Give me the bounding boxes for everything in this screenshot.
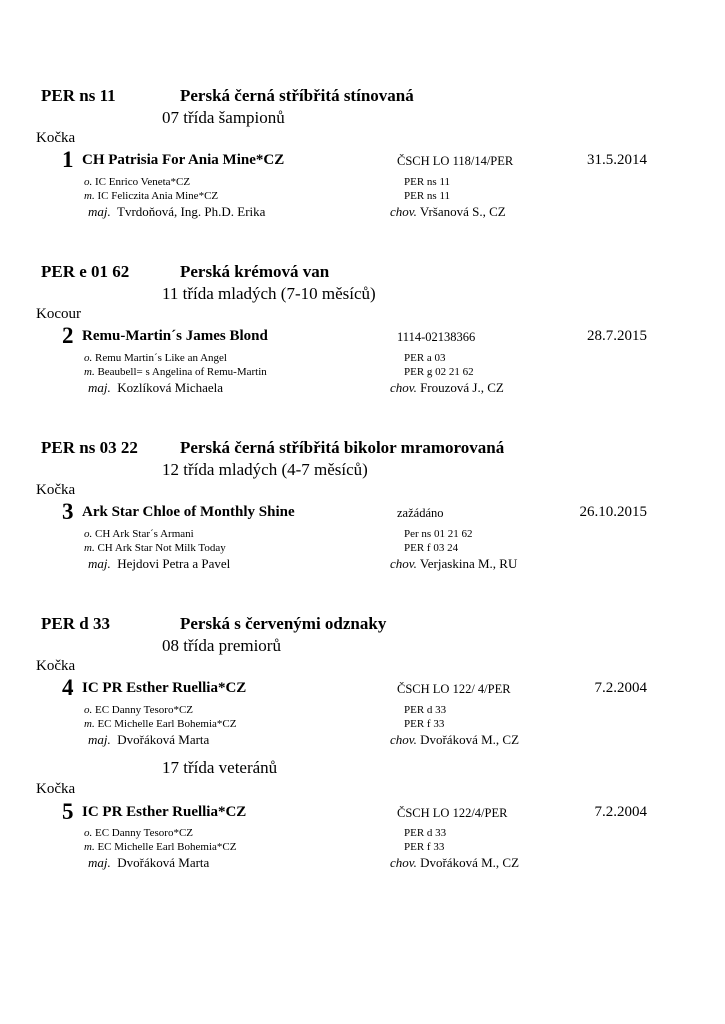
mother-line [84, 841, 236, 853]
owner-line [88, 204, 265, 220]
sex-label: Kočka [36, 658, 76, 674]
breed-name: Perská černá stříbřitá bikolor mramorovaná [180, 438, 505, 457]
mother-line [84, 718, 236, 730]
breeder-line [390, 556, 517, 572]
owner-label: maj. [88, 204, 111, 219]
father-line [84, 704, 193, 716]
breeder-line [390, 732, 519, 748]
breeder-name: Dvořáková M., CZ [420, 732, 520, 747]
birth-date: 7.2.2004 [594, 680, 647, 696]
cat-name: Ark Star Chloe of Monthly Shine [82, 504, 295, 520]
owner-label: maj. [88, 732, 111, 747]
mother-ems: PER f 03 24 [404, 542, 459, 554]
father-line [84, 176, 190, 188]
cat-row [0, 800, 725, 824]
cat-row [0, 500, 725, 524]
father-line [84, 827, 193, 839]
sex-label: Kocour [36, 306, 81, 322]
father-name: Remu Martin´s Like an Angel [95, 352, 227, 364]
mother-line [84, 366, 267, 378]
sex-label: Kočka [36, 482, 76, 498]
owner-label: maj. [88, 556, 111, 571]
breed-name: Perská krémová van [180, 262, 330, 281]
father-ems: PER a 03 [404, 352, 446, 364]
mother-ems: PER ns 11 [404, 190, 451, 202]
mother-line [84, 190, 218, 202]
cat-number: 1 [62, 147, 74, 172]
owner-name: Dvořáková Marta [117, 732, 210, 747]
cat-name: IC PR Esther Ruellia*CZ [82, 680, 247, 696]
cat-number: 3 [62, 499, 74, 524]
mother-label: m. [84, 542, 95, 554]
father-ems: Per ns 01 21 62 [404, 528, 473, 540]
sex-label: Kočka [36, 130, 76, 146]
owner-line [88, 732, 209, 748]
registration-number: zažádáno [397, 506, 444, 520]
breeder-label: chov. [390, 380, 417, 395]
breeder-line [390, 204, 506, 220]
breeder-name: Vršanová S., CZ [419, 204, 506, 219]
owner-line [88, 855, 209, 871]
father-line [84, 352, 227, 364]
cat-name: Remu-Martin´s James Blond [82, 328, 268, 344]
father-ems: PER d 33 [404, 827, 447, 839]
mother-ems: PER f 33 [404, 841, 445, 853]
father-label: o. [84, 176, 93, 188]
mother-label: m. [84, 718, 95, 730]
mother-label: m. [84, 841, 95, 853]
owner-name: Hejdovi Petra a Pavel [117, 556, 231, 571]
sex-label: Kočka [36, 781, 76, 797]
cat-number: 5 [62, 799, 74, 824]
breed-name: Perská černá stříbřitá stínovaná [180, 86, 414, 105]
birth-date: 26.10.2015 [579, 504, 647, 520]
birth-date: 31.5.2014 [587, 152, 647, 168]
mother-ems: PER g 02 21 62 [404, 366, 474, 378]
mother-ems: PER f 33 [404, 718, 445, 730]
owner-line [88, 556, 230, 572]
mother-line [84, 542, 226, 554]
mother-name: CH Ark Star Not Milk Today [97, 542, 226, 554]
father-name: EC Danny Tesoro*CZ [95, 704, 194, 716]
breed-code: PER ns 03 22 [41, 438, 138, 457]
father-label: o. [84, 528, 93, 540]
breeder-line [390, 855, 519, 871]
class-name: 12 třída mladých (4-7 měsíců) [162, 460, 368, 479]
breeder-label: chov. [390, 855, 417, 870]
owner-name: Kozlíková Michaela [117, 380, 224, 395]
cat-number: 4 [62, 675, 74, 700]
owner-label: maj. [88, 380, 111, 395]
registration-number: ČSCH LO 122/4/PER [397, 806, 508, 820]
breeder-name: Frouzová J., CZ [420, 380, 504, 395]
cat-row [0, 148, 725, 172]
breeder-name: Verjaskina M., RU [419, 556, 518, 571]
father-label: o. [84, 352, 93, 364]
breed-code: PER ns 11 [41, 86, 116, 105]
mother-name: EC Michelle Earl Bohemia*CZ [97, 718, 237, 730]
class-name: 11 třída mladých (7-10 měsíců) [162, 284, 376, 303]
owner-name: Tvrdoňová, Ing. Ph.D. Erika [117, 204, 266, 219]
birth-date: 7.2.2004 [594, 804, 647, 820]
mother-name: EC Michelle Earl Bohemia*CZ [97, 841, 237, 853]
registration-number: ČSCH LO 118/14/PER [397, 154, 514, 168]
cat-row [0, 676, 725, 700]
cat-name: IC PR Esther Ruellia*CZ [82, 804, 247, 820]
mother-name: IC Feliczita Ania Mine*CZ [97, 190, 219, 202]
class-name: 08 třída premiorů [162, 636, 281, 655]
mother-name: Beaubell= s Angelina of Remu-Martin [97, 366, 267, 378]
owner-label: maj. [88, 855, 111, 870]
father-line [84, 528, 194, 540]
owner-name: Dvořáková Marta [117, 855, 210, 870]
mother-label: m. [84, 366, 95, 378]
breed-code: PER e 01 62 [41, 262, 130, 281]
breed-code: PER d 33 [41, 614, 110, 633]
class-name: 07 třída šampionů [162, 108, 285, 127]
birth-date: 28.7.2015 [587, 328, 647, 344]
cat-number: 2 [62, 323, 74, 348]
breeder-name: Dvořáková M., CZ [420, 855, 520, 870]
father-name: EC Danny Tesoro*CZ [95, 827, 194, 839]
cat-name: CH Patrisia For Ania Mine*CZ [82, 152, 285, 168]
breeder-label: chov. [390, 732, 417, 747]
breed-name: Perská s červenými odznaky [180, 614, 387, 633]
father-name: IC Enrico Veneta*CZ [95, 176, 191, 188]
father-name: CH Ark Star´s Armani [95, 528, 194, 540]
father-ems: PER ns 11 [404, 176, 451, 188]
breeder-label: chov. [390, 204, 417, 219]
breeder-line [390, 380, 504, 396]
father-label: o. [84, 827, 93, 839]
mother-label: m. [84, 190, 95, 202]
cat-row [0, 324, 725, 348]
father-label: o. [84, 704, 93, 716]
breeder-label: chov. [390, 556, 417, 571]
class-name: 17 třída veteránů [162, 758, 278, 777]
owner-line [88, 380, 223, 396]
father-ems: PER d 33 [404, 704, 447, 716]
registration-number: 1114-02138366 [397, 330, 476, 344]
registration-number: ČSCH LO 122/ 4/PER [397, 682, 511, 696]
